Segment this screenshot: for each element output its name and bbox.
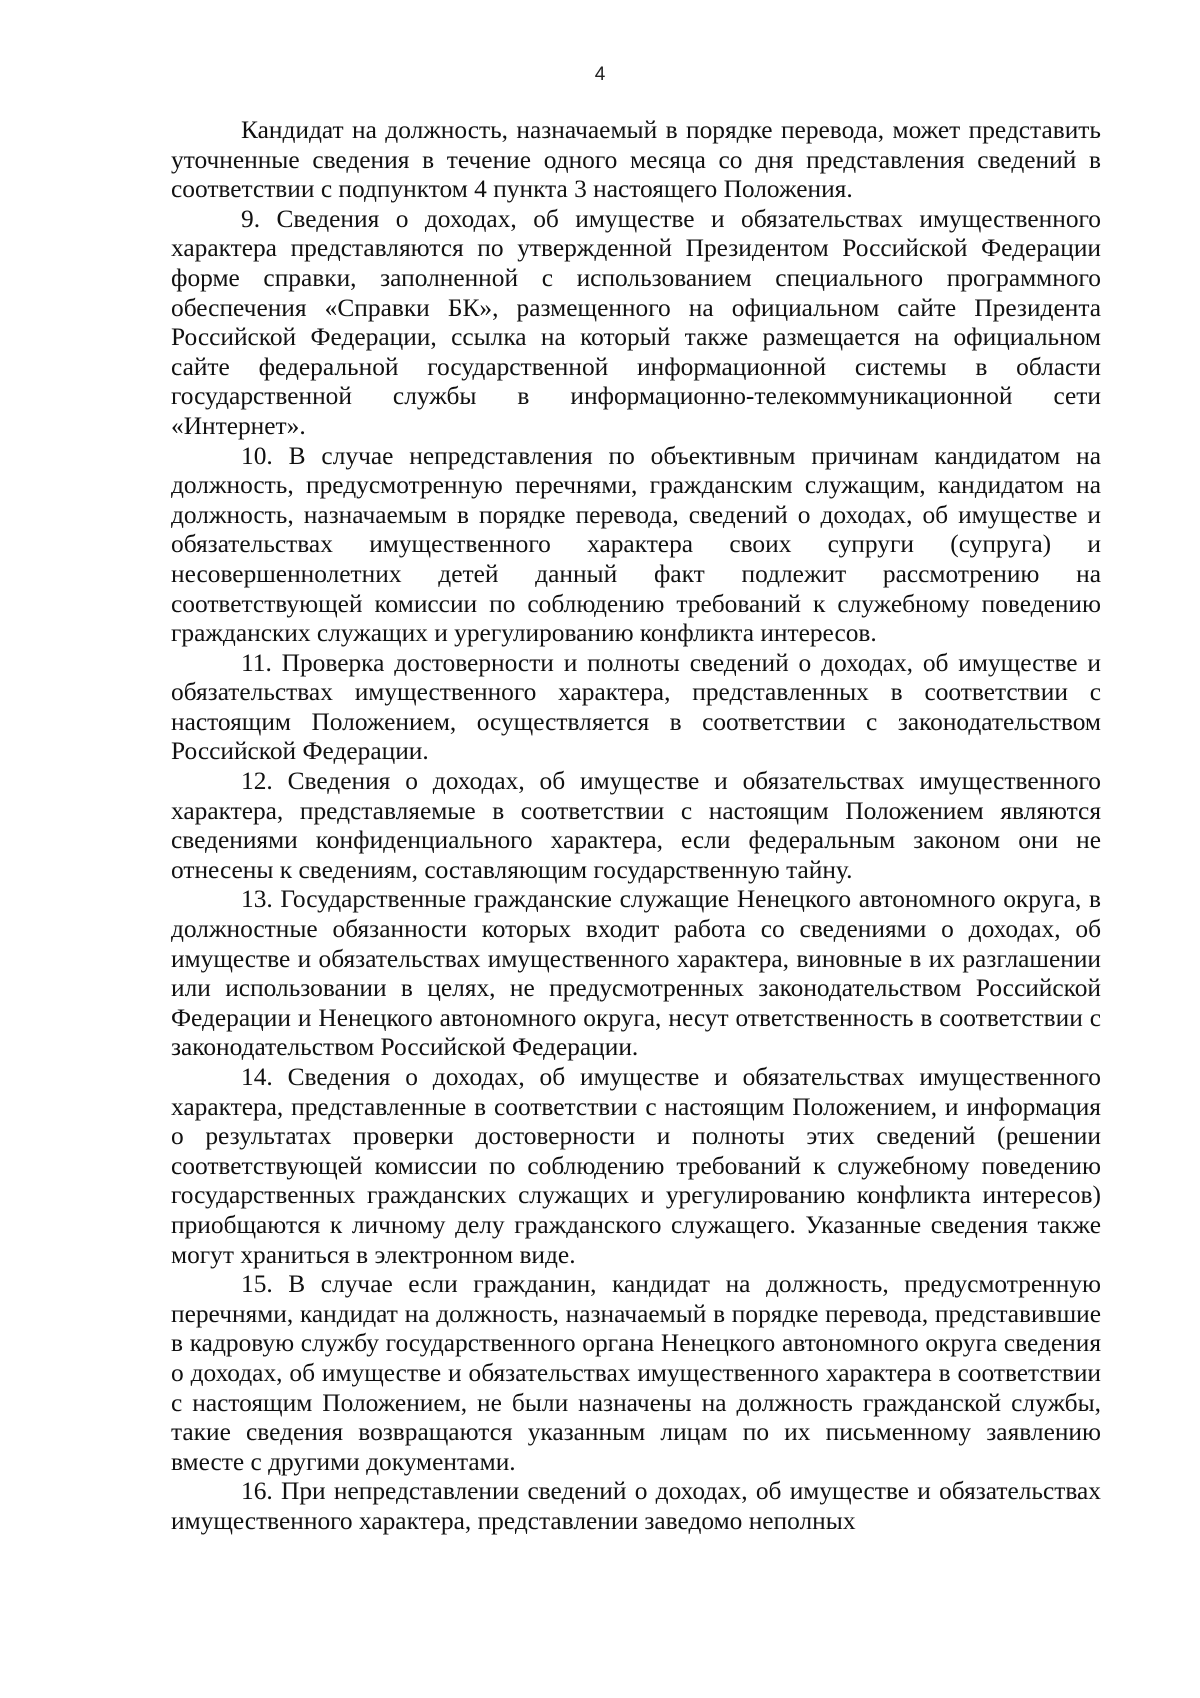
document-body (171, 116, 1101, 1537)
paragraph-14: 14. Сведения о доходах, об имуществе и обязательствах имущественного характера, представленные в соответствии с настоящим Положением, и информация о результатах проверки достоверности и полноты этих сведений (решении соответствующей комиссии по соблюдению требований к служебному поведению государственных гражданских служащих и урегулированию конфликта интересов) приобщаются к личному делу гражданского служащего. Указанные сведения также могут храниться в электронном виде. (171, 1063, 1101, 1269)
paragraph-12: 12. Сведения о доходах, об имуществе и обязательствах имущественного характера, представляемые в соответствии с настоящим Положением являются сведениями конфиденциального характера, если федеральным законом они не отнесены к сведениям, составляющим государственную тайну. (171, 767, 1101, 884)
page-number: 4 (594, 64, 606, 85)
paragraph-9: 9. Сведения о доходах, об имуществе и обязательствах имущественного характера представляются по утвержденной Президентом Российской Федерации форме справки, заполненной с использованием специального программного обеспечения «Справки БК», размещенного на официальном сайте Президента Российской Федерации, ссылка на который также размещается на официальном сайте федеральной государственной информационной системы в области государственной службы в информационно-телекоммуникационной сети «Интернет». (171, 204, 1101, 440)
paragraph-11: 11. Проверка достоверности и полноты сведений о доходах, об имуществе и обязательствах имущественного характера, представленных в соответствии с настоящим Положением, осуществляется в соответствии с законодательством Российской Федерации. (171, 648, 1101, 766)
paragraph-15: 15. В случае если гражданин, кандидат на должность, предусмотренную перечнями, кандидат на должность, назначаемый в порядке перевода, представившие в кадровую службу государственного органа Ненецкого автономного округа сведения о доходах, об имуществе и обязательствах имущественного характера в соответствии с настоящим Положением, не были назначены на должность гражданской службы, такие сведения возвращаются указанным лицам по их письменному заявлению вместе с другими документами. (171, 1270, 1101, 1476)
paragraph-10: 10. В случае непредставления по объективным причинам кандидатом на должность, предусмотренную перечнями, гражданским служащим, кандидатом на должность, назначаемым в порядке перевода, сведений о доходах, об имуществе и обязательствах имущественного характера своих супруги (супруга) и несовершеннолетних детей данный факт подлежит рассмотрению на соответствующей комиссии по соблюдению требований к служебному поведению гражданских служащих и урегулированию конфликта интересов. (171, 441, 1101, 648)
paragraph-13: 13. Государственные гражданские служащие Ненецкого автономного округа, в должностные обязанности которых входит работа со сведениями о доходах, об имуществе и обязательствах имущественного характера, виновные в их разглашении или использовании в целях, не предусмотренных законодательством Российской Федерации и Ненецкого автономного округа, несут ответственность в соответствии с законодательством Российской Федерации. (171, 885, 1101, 1062)
paragraph-transfer-candidate: Кандидат на должность, назначаемый в порядке перевода, может представить уточненные сведения в течение одного месяца со дня представления сведений в соответствии с подпунктом 4 пункта 3 настоящего Положения. (171, 116, 1101, 204)
paragraph-16: 16. При непредставлении сведений о доходах, об имуществе и обязательствах имущественного характера, представлении заведомо неполных (171, 1477, 1101, 1535)
